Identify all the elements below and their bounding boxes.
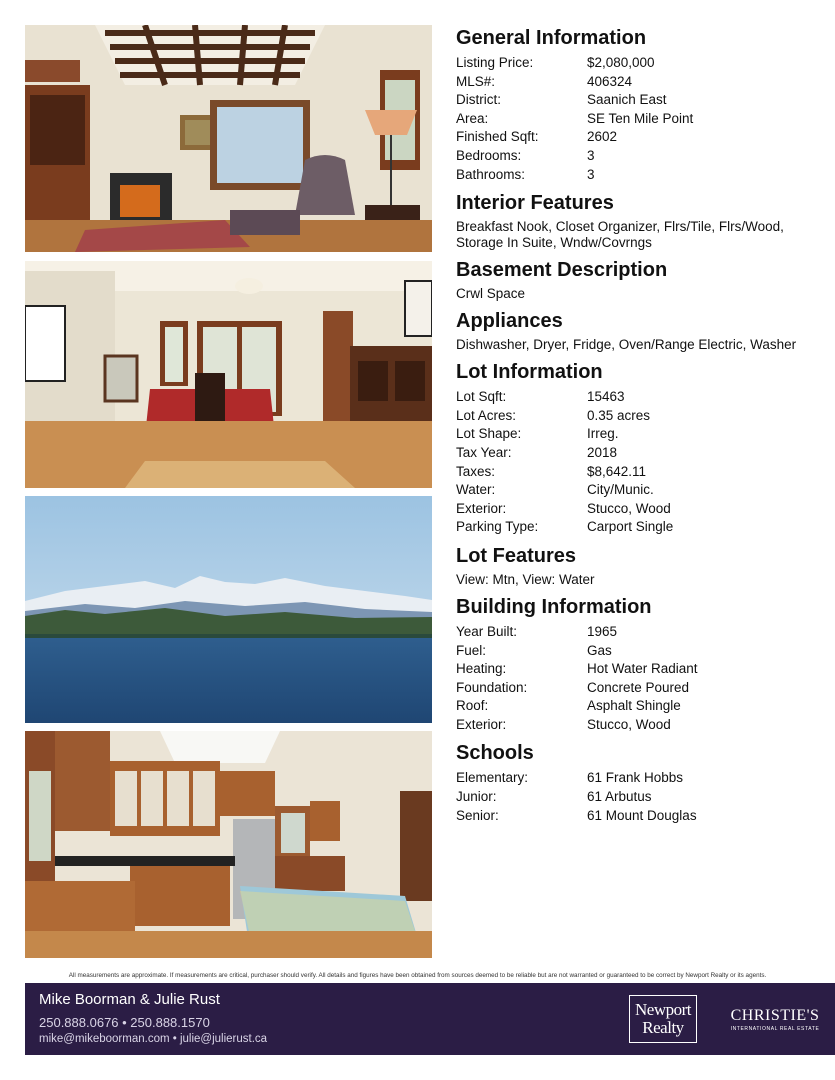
info-row xyxy=(456,425,826,444)
info-row xyxy=(456,444,826,463)
info-label: Senior: xyxy=(456,807,499,823)
info-value: Stucco, Wood xyxy=(587,716,671,732)
info-value: Hot Water Radiant xyxy=(587,661,698,677)
info-row xyxy=(456,91,826,110)
info-row xyxy=(456,660,826,679)
info-label: Tax Year: xyxy=(456,444,512,460)
info-row xyxy=(456,716,826,735)
info-row xyxy=(456,54,826,73)
basement-description-section xyxy=(456,258,826,302)
info-value: 0.35 acres xyxy=(587,407,651,423)
basement-text: Crwl Space xyxy=(456,286,526,302)
info-value: 3 xyxy=(587,147,595,163)
section-heading: Appliances xyxy=(456,310,563,333)
info-label: Foundation: xyxy=(456,679,528,695)
photo-dining-room xyxy=(25,261,432,488)
info-value: Carport Single xyxy=(587,519,674,535)
section-heading: Basement Description xyxy=(456,259,668,282)
agent-phones: 250.888.0676 • 250.888.1570 xyxy=(39,1015,210,1030)
info-label: Finished Sqft: xyxy=(456,129,539,145)
section-heading: Lot Features xyxy=(456,544,577,567)
info-row xyxy=(456,388,826,407)
info-label: Roof: xyxy=(456,698,489,714)
info-row xyxy=(456,110,826,129)
logo-line: Newport xyxy=(635,1000,691,1019)
info-value: Stucco, Wood xyxy=(587,500,671,516)
info-label: Area: xyxy=(456,110,489,126)
newport-realty-logo xyxy=(629,995,697,1043)
info-value: Concrete Poured xyxy=(587,679,690,695)
info-value: 2602 xyxy=(587,129,618,145)
info-row xyxy=(456,769,826,788)
agent-names: Mike Boorman & Julie Rust xyxy=(39,991,220,1008)
lot-information-section xyxy=(456,360,826,537)
info-row xyxy=(456,407,826,426)
info-row xyxy=(456,679,826,698)
section-heading: Lot Information xyxy=(456,361,603,384)
info-label: Lot Sqft: xyxy=(456,389,507,405)
lot-features-section xyxy=(456,544,826,588)
info-value: Asphalt Shingle xyxy=(587,698,681,714)
info-value: City/Munic. xyxy=(587,482,654,498)
info-row xyxy=(456,166,826,185)
info-label: Heating: xyxy=(456,661,507,677)
disclaimer-text: All measurements are approximate. If measurements are critical, purchaser should verify. All details and figures have been obtained from sources deemed to be reliable but are not warranted or guaranteed to be correct by Newport Realty or its agents. xyxy=(68,972,767,979)
info-label: Junior: xyxy=(456,789,497,805)
interior-features-text: Breakfast Nook, Closet Organizer, Flrs/Tile, Flrs/Wood, Storage In Suite, Wndw/Covrngs xyxy=(456,219,784,251)
info-value: 61 Arbutus xyxy=(587,789,652,805)
info-label: Lot Acres: xyxy=(456,407,517,423)
info-row xyxy=(456,147,826,166)
appliances-text: Dishwasher, Dryer, Fridge, Oven/Range Electric, Washer xyxy=(456,337,797,353)
section-heading: Interior Features xyxy=(456,192,614,215)
info-value: 61 Frank Hobbs xyxy=(587,770,684,786)
info-row xyxy=(456,788,826,807)
lot-features-text: View: Mtn, View: Water xyxy=(456,571,595,587)
info-label: Exterior: xyxy=(456,716,507,732)
general-information-list xyxy=(456,54,826,184)
info-row xyxy=(456,642,826,661)
christies-logo xyxy=(719,1007,831,1032)
section-heading: Building Information xyxy=(456,595,652,618)
general-information-section xyxy=(456,26,826,184)
info-row xyxy=(456,481,826,500)
info-label: Listing Price: xyxy=(456,55,534,70)
listing-info xyxy=(456,26,826,832)
photo-living-room xyxy=(25,25,432,252)
info-row xyxy=(456,518,826,537)
info-label: Bathrooms: xyxy=(456,166,526,182)
info-label: Fuel: xyxy=(456,642,487,658)
info-label: Parking Type: xyxy=(456,519,539,535)
info-row xyxy=(456,697,826,716)
info-value: Saanich East xyxy=(587,92,667,108)
christies-subtitle: INTERNATIONAL REAL ESTATE xyxy=(730,1026,820,1032)
info-label: District: xyxy=(456,92,501,108)
agent-emails: mike@mikeboorman.com • julie@julierust.ca xyxy=(39,1033,268,1045)
info-value: SE Ten Mile Point xyxy=(587,110,694,126)
info-value: Irreg. xyxy=(587,426,619,442)
info-value: $8,642.11 xyxy=(587,463,647,479)
photo-kitchen xyxy=(25,731,432,958)
lot-information-list xyxy=(456,388,826,537)
info-value: 406324 xyxy=(587,73,633,89)
schools-section xyxy=(456,741,826,825)
info-value: 1965 xyxy=(587,623,618,639)
info-value: $2,080,000 xyxy=(587,55,655,70)
section-heading: Schools xyxy=(456,742,534,765)
info-row xyxy=(456,500,826,519)
appliances-section xyxy=(456,309,826,353)
info-row xyxy=(456,623,826,642)
info-value: 15463 xyxy=(587,389,625,405)
info-value: Gas xyxy=(587,642,612,658)
building-information-section xyxy=(456,595,826,735)
info-label: Water: xyxy=(456,482,496,498)
info-label: Elementary: xyxy=(456,770,529,786)
interior-features-section xyxy=(456,191,826,251)
info-value: 2018 xyxy=(587,444,618,460)
building-information-list xyxy=(456,623,826,735)
info-value: 3 xyxy=(587,166,595,182)
info-row xyxy=(456,73,826,92)
info-row xyxy=(456,807,826,826)
photo-ocean-view xyxy=(25,496,432,723)
info-row xyxy=(456,128,826,147)
agent-footer xyxy=(25,983,835,1055)
christies-wordmark: CHRISTIE'S xyxy=(730,1007,820,1024)
section-heading: General Information xyxy=(456,27,647,49)
info-label: Lot Shape: xyxy=(456,426,522,442)
info-label: Taxes: xyxy=(456,463,496,479)
info-value: 61 Mount Douglas xyxy=(587,807,697,823)
info-label: Exterior: xyxy=(456,500,507,516)
info-label: Year Built: xyxy=(456,623,518,639)
schools-list xyxy=(456,769,826,825)
info-label: MLS#: xyxy=(456,73,496,89)
logo-line: Realty xyxy=(642,1018,684,1037)
info-label: Bedrooms: xyxy=(456,147,522,163)
info-row xyxy=(456,463,826,482)
